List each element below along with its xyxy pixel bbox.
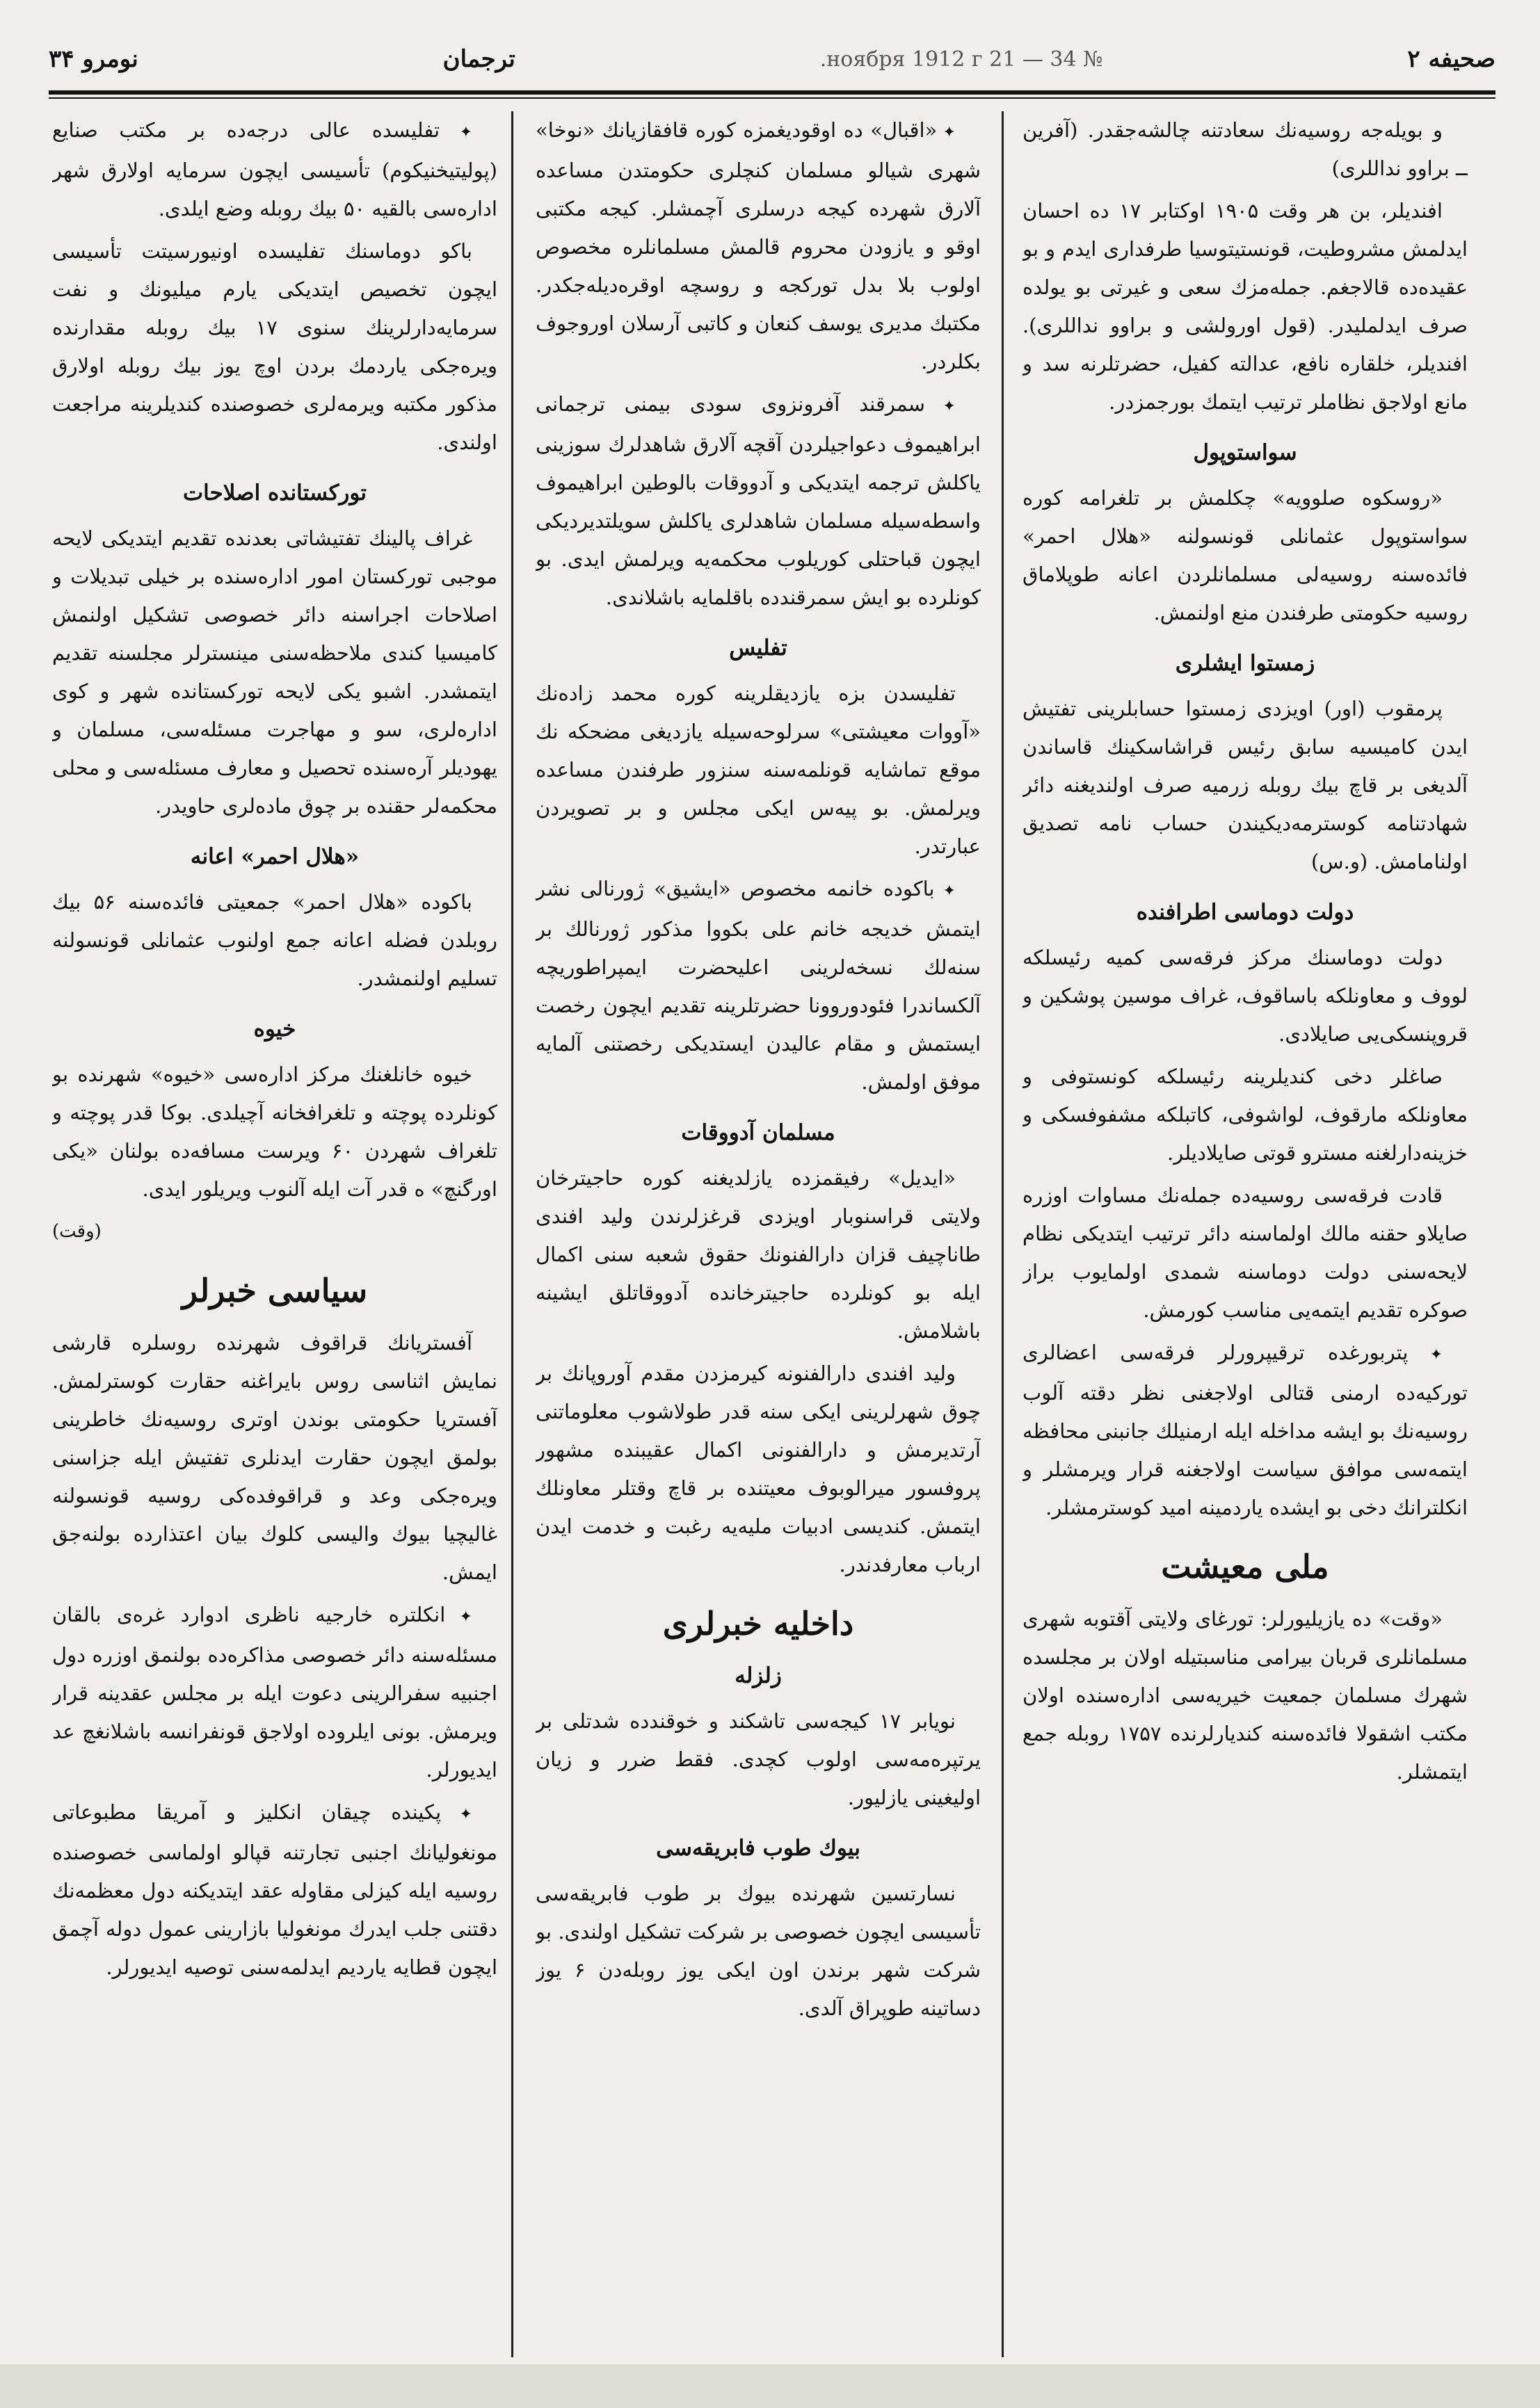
article-paragraph: افنديلر، بن هر وقت ۱۹۰۵ اوكتابر ۱۷ ده احسان ايدلمش مشروطيت، قونستيتوسيا طرفداری ايدم و بو عقيده‌ده قالاجغم. جمله‌مزك سعی و غيرتی بو يولده صرف ايدلملیدر. (قول اورولشی و براوو نداللری). افنديلر، خلقاره نافع، عدالته كفيل، حضرتلرنه سد و مانع اولاجق نظاملر ترتيب ايتمك بورجمزدر. [1022,199,1468,414]
article-paragraph: غراف پالينك تفتيشاتی بعدنده تقديم ايتديكی لايحه موجبی توركستان امور اداره‌سنده بر خيلی تبديلات و اصلاحات اجراسنه دائر خصوصی تشكيل اولنمش كاميسيا كندی ملاحظه‌سنی مينسترلر مجلسنه تقديم ايتمشدر. اشبو يكی لايحه توركستانده شهر و كوی اداره‌لری، سو و مهاجرت مسئله‌سی، مسلمان و يهوديلر آره‌سنده تحصيل و معارف مسئله‌سی و محلی محكمه‌لر حقنده بر چوق ماده‌لری حاويدر. [52,526,497,818]
masthead-rule-thin [49,97,1495,99]
masthead-date: № 34 — 21 ноября 1912 г. [819,47,1103,72]
column-divider [1002,111,1004,2357]
source-attribution: (وقت) [52,1221,102,1242]
page-bottom-margin [0,2364,1540,2408]
article-paragraph: و بويله‌جه روسيه‌نك سعادتنه چالشه‌جقدر. (آفرين ــ براوو نداللری) [1022,118,1468,180]
newspaper-title: ترجمان [442,45,515,73]
article-paragraph: آفستريانك قراقوف شهرنده روسلره قارشی نمايش اثناسی روس بايراغنه حقارت كوسترلمش. آفستريا حكومتی بوندن اوتری روسيه‌نك خاطرينی بولمق ايچون حقارت ايدنلری تفتيش ايله جزاسنی ويره‌جكی وعد و قراقوفده‌كی روسيه قونسولنه غاليچيا بيوك واليسی كلوك بيان اعتذارده بولنه‌جق ايمش. [52,1331,497,1584]
section-heading: سواستوپول [1193,440,1297,465]
section-heading-large: ملی معيشت [1161,1548,1329,1585]
section-heading: دولت دوماسی اطرافنده [1136,900,1354,925]
section-heading: تفليس [729,636,787,661]
article-paragraph: نويابر ۱۷ كيجه‌سی تاشكند و خوقندده شدتلی بر يرتپره‌مه‌سی اولوب كچدی. فقط ضرر و زيان اوليغينی يازليور. [536,1709,981,1809]
article-paragraph: «وقت» ده يازيليورلر: تورغای ولايتی آقتوبه شهری مسلمانلری قربان بيرامی مناسبتيله اولان بر مجلسده شهرك مسلمان جمعيت خيريه‌سی اداره‌سنده اولان مكتب اشقولا فائده‌سنه كنديارلرنده ۱۷۵۷ روبله جمع ايتمشلر. [1022,1607,1468,1784]
section-heading: «هلال احمر» اعانه [190,844,360,869]
section-heading: زلزله [735,1663,782,1688]
section-heading: زمستوا ايشلری [1175,651,1315,676]
article-paragraph: دولت دوماسنك مركز فرقه‌سی كميه رئيسلكه لووف و معاونلكه باساقوف، غراف موسين پوشكين و قروپنسكی‌يی صايلادی. [1022,946,1468,1046]
section-heading: بيوك طوب فابريقه‌سی [656,1836,860,1861]
article-paragraph: باكو دوماسنك تفليسده اونيورسيتت تأسيسی ايچون تخصيص ايتديكی يارم ميليونك و نفت سرمايه‌دارلرينك سنوی ۱۷ بيك روبله مقدارنده ويره‌جكی ياردمك بردن اوچ يوز بيك روبله اولارق مذكور مكتبه ويرمه‌لری خصوصنده كنديلرينه مراجعت اولندی. [52,239,497,454]
section-heading: مسلمان آدووقات [681,1120,835,1145]
article-paragraph: پرمقوب (اور) اويزدی زمستوا حسابلرينی تفتيش ايدن كاميسيه سابق رئيس قراشاسكينك قاساندن آلديغی بر قاچ بيك روبله زرميه صرف اولنديغنه دائر شهادتنامه كوسترمه‌ديكيندن حساب نامه تصديق اولنامامش. (و.س) [1022,697,1468,873]
article-paragraph: وليد افندی دارالفنونه كيرمزدن مقدم آوروپانك بر چوق شهرلرينی ايكی سنه قدر طولاشوب معلوماتنی آرتديرمش و دارالفنونی اكمال عقيبنده مشهور پروفسور ميرالوبوف معيتنده بر قاچ وقتلر معاونلك ايتمش. كنديسی ادبيات مليه‌يه رغبت و خدمت ايدن ارباب معارفدندر. [536,1361,981,1576]
article-paragraph: ✦ تفليسده عالی درجه‌ده بر مكتب صنايع (پوليتيخنيكوم) تأسيسی ايچون سرمايه اولارق شهر اداره‌سی بالقيه ۵۰ بيك روبله وضع ايلدی. [52,111,497,228]
column-right [1022,111,1468,2357]
article-paragraph: ✦ «اقبال» ده اوقوديغمزه كوره قافقازيانك «نوخا» شهری شيالو مسلمان كنچلری حكومتدن مساعده آلارق شهرده كيجه درسلری آچمشلر. كيجه مكتبی اوقو و يازودن محروم قالمش مسلمانلره مخصوص اولوب بلا بدل توركجه و روسچه اوقره‌ديله‌جكدر. مكتبك مديری يوسف كنعان و كاتبی آرسلان اوروجوف بكلردر. [536,111,981,381]
article-paragraph: ✦ سمرقند آفرونزوی سودی بيمنی ترجمانی ابراهيموف دعواجيلردن آقچه آلارق شاهدلرك سوزينی ياكلش ترجمه ايتديكی و آدووقات بالوطين ابراهيموف واسطه‌سيله مسلمان شاهدلری ياكلش سويلتديرديكی ايچون قباحتلی كوريلوب محكمه‌يه ويرلمش ايدی. بو كونلرده بو ايش سمرقندده باقلمايه باشلاندی. [536,385,981,617]
issue-number: نومرو ۳۴ [49,45,138,73]
section-heading: خيوه [253,1017,296,1042]
article-paragraph: قادت فرقه‌سی روسيه‌ده جمله‌نك مساوات اوزره صايلاو حقنه مالك اولماسنه دائر ترتيب ايتديكی نظام لايحه‌سنی دولت دوماسنه شمدی اولمايوب براز صوكره تقديم ايتمه‌يی مناسب كورمش. [1022,1183,1468,1322]
masthead-rule [49,90,1495,95]
section-heading-large: داخليه خبرلری [662,1605,854,1642]
article-paragraph: «ايديل» رفيقمزده يازلديغنه كوره حاجيترخان ولايتی قراسنوبار اويزدی قرغزلرندن وليد افندی طاناچيف قزان دارالفنونك حقوق شعبه سنی اكمال ايله بو كونلرده حاجيترخانده آدووقاتلق ايشينه باشلامش. [536,1166,981,1343]
article-paragraph: باكوده «هلال احمر» جمعيتی فائده‌سنه ۵۶ بيك روبلدن فضله اعانه جمع اولنوب عثمانلی قونسولنه تسليم اولنمشدر. [52,890,497,990]
article-paragraph: صاغلر دخی كنديلرينه رئيسلكه كونستوفی و معاونلكه مارقوف، لواشوفی، كاتبلكه مشفوفسكی و خزينه‌دارلغنه مسترو قوتی صايلاديلر. [1022,1065,1468,1165]
article-paragraph: ✦ باكوده خانمه مخصوص «ايشيق» ژورنالی نشر ايتمش خديجه خانم علی بكووا مذكور ژورنالك بر سنه‌لك نسخه‌لرينی اعليحضرت ايمپراطوريچه آلكساندرا فئودوروونا حضرتلرينه تقديم ايچون رخصت ايستمش و مقام عاليدن ايستديكی رخصتنی آلمايه موفق اولمش. [536,870,981,1101]
article-paragraph: ✦ پتربورغده ترقيپرورلر فرقه‌سی اعضالری توركيه‌ده ارمنی قتالی اولاجغنی نظر دقته آلوب روسيه‌نك بو ايشه مداخله ايله ارمنيلك جانبنی محافظه ايتمه‌سی موافق سياست اولاجغنه قرار ويرمشلر و انكلترانك دخی بو ايشده ياردمينه اميد كوسترمشلر. [1022,1334,1468,1527]
column-left [52,111,497,2357]
article-paragraph: تفليسدن بزه يازديقلرينه كوره محمد زاده‌نك «آووات معيشتی» سرلوحه‌سيله يازديغی مضحكه نك موقع تماشايه قونلمه‌سنه سنزور طرفندن مساعده ويرلمش. بو پيه‌س ايكی مجلس و بر تصويردن عبارتدر. [536,681,981,858]
article-paragraph: ✦ انكلتره خارجيه ناظری ادوارد غره‌ی بالقان مسئله‌سنه دائر خصوصی مذاكره‌ده بولنمق اوزره دول اجنبيه سفرالرينی دعوت ايله بر مجلس عقدينه قرار ويرمش. بونی ايلروده اولاجق قونفرانسه باشلانغچ عد ايديورلر. [52,1596,497,1789]
masthead [49,28,1495,90]
column-divider [511,111,513,2357]
column-middle [536,111,981,2357]
article-paragraph: خيوه خانلغنك مركز اداره‌سی «خيوه» شهرنده بو كونلرده پوچته و تلغرافخانه آچيلدی. بوكا قدر پوچته و تلغراف شهردن ۶۰ ويرست مسافه‌ده بولنان «يكی اورگنچ» ه قدر آت ايله آلنوب ويريلور ايدی. [52,1062,497,1201]
section-heading: توركستانده اصلاحات [183,480,367,506]
section-heading-large: سياسی خبرلر [182,1272,368,1309]
article-paragraph: «روسكوه صلوويه» چكلمش بر تلغرامه كوره سواستوپول عثمانلی قونسولنه «هلال احمر» فائده‌سنه روسيه‌لی مسلمانلردن اعانه طوپلاماق روسيه حكومتی طرفندن منع اولنمش. [1022,486,1468,624]
article-paragraph: ✦ پكينده چيقان انكليز و آمريقا مطبوعاتی مونغوليانك اجنبی تجارتنه قپالو اولماسی خصوصنده روسيه ايله كيزلی مقاوله عقد ايتديكنه دول معظمه‌نك دقتنی جلب ايدرك مونغوليا بازارينی عمول دوله آچمق ايچون قطايه يارديم ايدلمه‌سنی توصيه ايديورلر. [52,1793,497,1987]
page-number: صحيفه ۲ [1407,45,1495,73]
article-paragraph: نسارتسين شهرنده بيوك بر طوب فابريقه‌سی تأسيسی ايچون خصوصی بر شركت تشكيل اولندی. بو شركت شهر برندن اون ايكی يوز روبله‌دن ۶ يوز دساتينه طوپراق آلدی. [536,1882,981,2020]
